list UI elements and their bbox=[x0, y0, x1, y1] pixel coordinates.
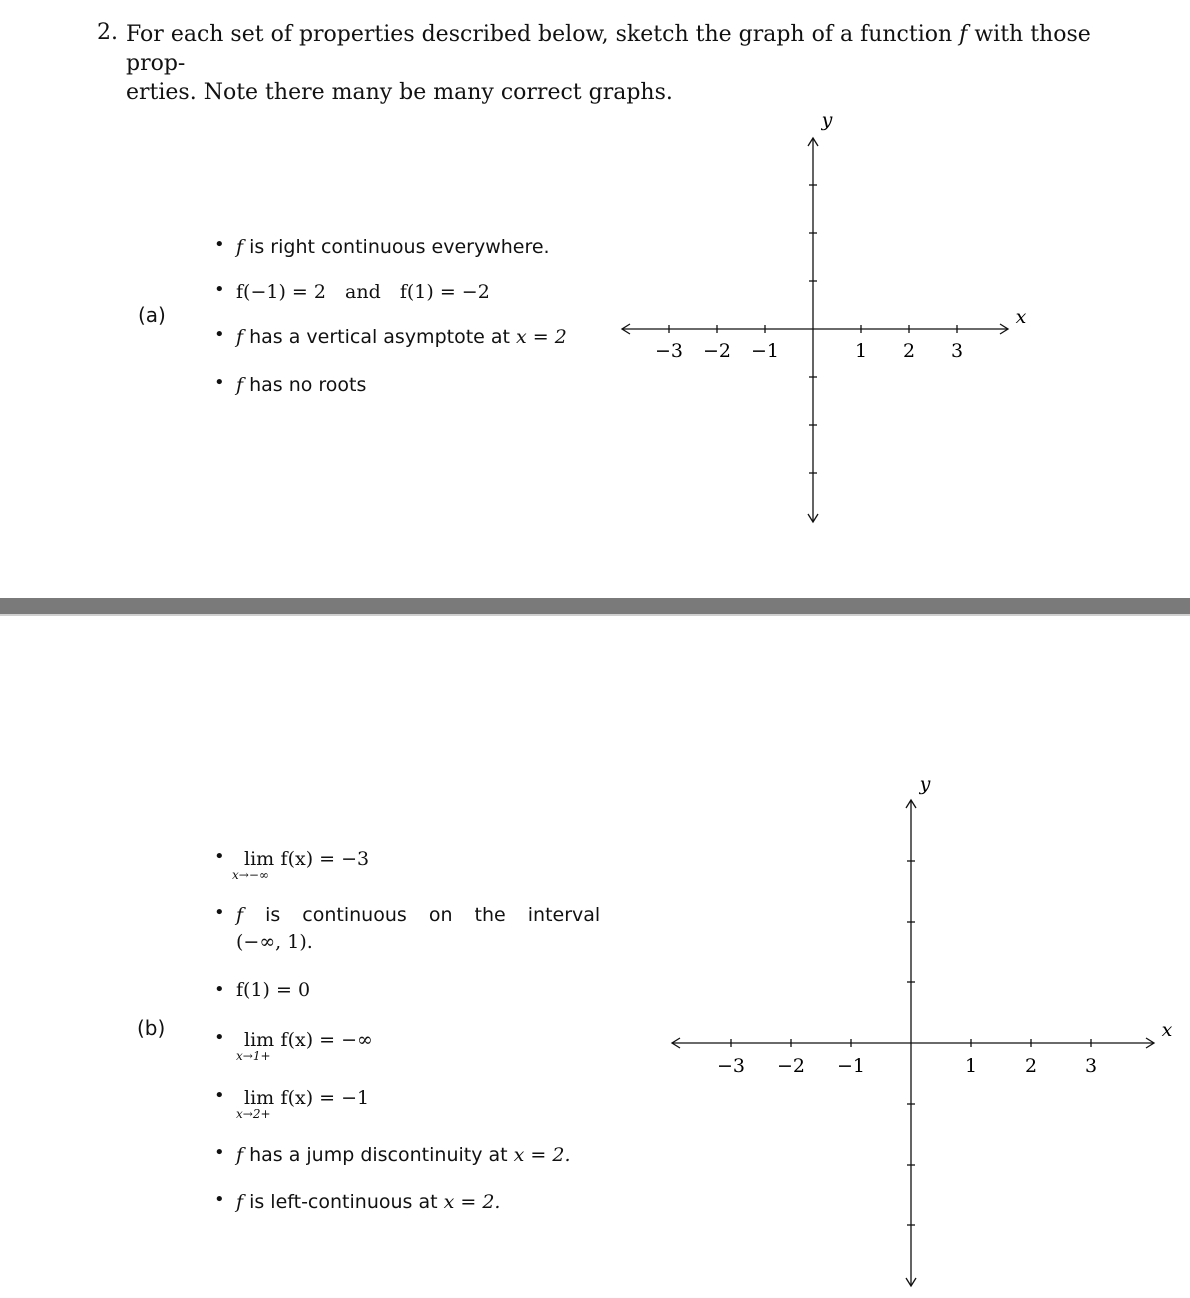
bullet-text: is left-continuous at bbox=[243, 1191, 444, 1213]
x-tick-label: 2 bbox=[1024, 1055, 1038, 1077]
math-expr: x = 2. bbox=[513, 1144, 571, 1166]
problem-line1-f: f bbox=[959, 22, 968, 47]
x-tick-label: 3 bbox=[1084, 1055, 1098, 1077]
math-f: f bbox=[236, 1191, 244, 1213]
bullet-text: is right continuous everywhere. bbox=[243, 236, 550, 258]
math-expr: f(x) = −1 bbox=[280, 1087, 370, 1109]
bullet-text: has a jump discontinuity at bbox=[243, 1144, 514, 1166]
problem-line1: For each set of properties described below, sketch the graph of a function bbox=[126, 22, 953, 47]
x-tick-label: 2 bbox=[902, 340, 916, 362]
math-f: f bbox=[236, 904, 244, 926]
x-tick-label: −3 bbox=[716, 1055, 746, 1077]
x-axis-label: x bbox=[1015, 306, 1027, 328]
bullet-text: is continuous on the interval bbox=[243, 904, 601, 926]
x-tick-label: −2 bbox=[776, 1055, 806, 1077]
math-expr: f(−1) = 2 bbox=[236, 281, 326, 303]
x-tick-label: 1 bbox=[964, 1055, 978, 1077]
math-expr: f(1) = 0 bbox=[236, 979, 311, 1001]
lim-subscript: x→2+ bbox=[236, 1107, 271, 1121]
math-f: f bbox=[236, 374, 244, 396]
y-axis-label: y bbox=[919, 773, 931, 795]
math-f: f bbox=[236, 1144, 244, 1166]
bullet-text: has a vertical asymptote at bbox=[243, 326, 517, 348]
problem-line1-end: with those prop- bbox=[126, 22, 1091, 76]
x-axis-label: x bbox=[1161, 1019, 1173, 1041]
bullet-and: and bbox=[345, 281, 381, 303]
lim-subscript: x→−∞ bbox=[232, 868, 269, 882]
bullet-text: has no roots bbox=[243, 374, 367, 396]
x-tick-label: −1 bbox=[836, 1055, 866, 1077]
math-expr: f(1) = −2 bbox=[399, 281, 490, 303]
lim-word: lim bbox=[244, 1087, 275, 1109]
math-expr: f(x) = −∞ bbox=[280, 1029, 373, 1051]
lim-word: lim bbox=[244, 848, 275, 870]
math-expr: x = 2. bbox=[443, 1191, 501, 1213]
x-tick-label: −3 bbox=[654, 340, 684, 362]
part-b-label: (b) bbox=[137, 1016, 166, 1040]
math-expr: x = 2 bbox=[516, 326, 567, 348]
problem-line2: erties. Note there many be many correct graphs. bbox=[126, 80, 673, 105]
problem-number: 2. bbox=[97, 20, 118, 45]
lim-word: lim bbox=[244, 1029, 275, 1051]
x-tick-label: −2 bbox=[702, 340, 732, 362]
bullet-text-line2: (−∞, 1). bbox=[236, 931, 313, 953]
math-f: f bbox=[236, 236, 244, 258]
math-f: f bbox=[236, 326, 244, 348]
part-a-label: (a) bbox=[138, 303, 166, 327]
lim-subscript: x→1+ bbox=[236, 1049, 271, 1063]
x-tick-label: 1 bbox=[854, 340, 868, 362]
x-tick-label: −1 bbox=[750, 340, 780, 362]
y-axis-label: y bbox=[821, 109, 833, 131]
math-expr: f(x) = −3 bbox=[280, 848, 370, 870]
x-tick-label: 3 bbox=[950, 340, 964, 362]
